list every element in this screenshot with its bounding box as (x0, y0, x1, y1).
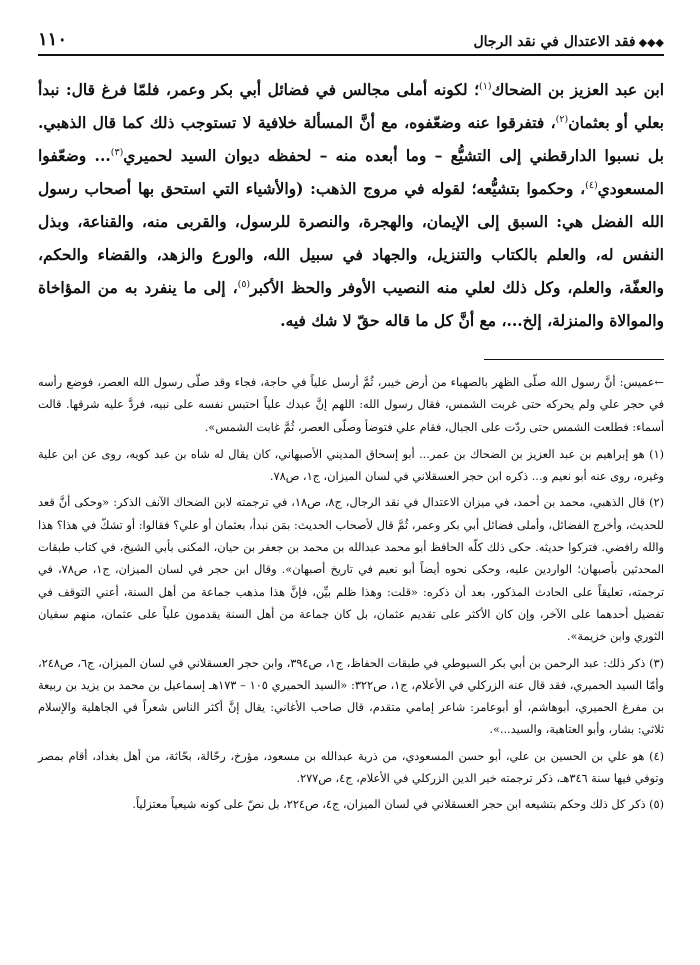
page-header (38, 28, 664, 56)
text-segment: ؛ لكونه أملى مجالس في فضائل أبي بكر وعمر، فلمّا فرغ قال: نبدأ بعلي أو بعثمان (38, 80, 664, 132)
page-number: ١١٠ (38, 29, 68, 50)
text-segment: ، فتفرقوا عنه وضعّفوه، مع أنَّ المسألة خلافية لا تستوجب ذلك كما قال الذهبي. بل نسبوا الدارقطني إلى التشيُّع – وما أبعده منه – لحفظه ديوان السيد لحميري (38, 113, 664, 165)
footnote-separator (484, 359, 664, 360)
running-title (473, 34, 664, 50)
footnote-1 (38, 444, 664, 489)
footnote-number: (٤) (649, 749, 664, 763)
text-segment: ، وحكموا بتشيُّعه؛ لقوله في مروج الذهب: (والأشياء التي استحق بها أصحاب رسول الله الفضل هي: السبق إلى الإيمان، والهجرة، والنصرة للرسول، والقربى منه، والقناعة، وبذل النفس له، والعلم بالكتاب والتنزيل، والجهاد في سبيل الله، والورع والزهد، والقضاء والحكم، والعفّة، والعلم، وكل ذلك لعلي منه النصيب الأوفر والحظ الأكبر (38, 179, 664, 297)
footnote-marker-4[interactable]: (٤) (585, 179, 598, 191)
footnotes (38, 372, 664, 817)
continued-footnote: ←عميس: أنَّ رسول الله صلّى الظهر بالصهباء من أرض خيبر، ثُمَّ أرسل علياً في حاجة، فجاء وقد صلّى رسول الله العصر، فوضع رأسه في حجر علي ولم يحركه حتى غربت الشمس، فقال رسول الله: اللهم إنَّ عبدك علياً احتبس نفسه على نبيه، فردَّ عليه شرقها. قالت أسماء: فطلعت الشمس حتى ردّت على الجبال، فقام علي فتوضأ وصلّى العصر، ثُمَّ غابت الشمس». (38, 376, 664, 434)
text-segment: ابن عبد العزيز بن الضحاك (491, 80, 664, 99)
footnote-text: ذكر كل ذلك وحكم بتشيعه ابن حجر العسقلاني في لسان الميزان، ج٤، ص٢٢٤، بل نصّ على كونه شيعياً معتزلياً. (132, 798, 646, 812)
footnote-marker-1[interactable]: (١) (479, 80, 492, 92)
footnote-text: ذكر ذلك: عبد الرحمن بن أبي بكر السيوطي في طبقات الحفاظ، ج١، ص٣٩٤، وابن حجر العسقلاني في لسان الميزان، ج٦، ص٢٤٨، وأمّا السيد الحميري، فقد قال عنه الزركلي في الأعلام، ج١، ص٣٢٢: «السيد الحميري ١٠٥ – ١٧٣هـ إسماعيل بن محمد بن يزيد بن ربيعة بن مفرغ الحميري، أبوهاشم، أو أبوعامر: شاعر إمامي متقدم، قال صاحب الأغاني: يقال إنَّ أكثر الناس شعراً في الجاهلية والإسلام ثلاثي: بشار، وأبو العتاهية، والسيد...». (38, 656, 664, 737)
running-title-text: فقد الاعتدال في نقد الرجال (473, 34, 636, 50)
footnote-number: (٣) (649, 656, 664, 670)
footnote-number: (٢) (649, 496, 664, 510)
footnote-number: (١) (649, 447, 664, 461)
footnote-text: هو إبراهيم بن عبد العزيز بن الضحاك بن عمر... أبو إسحاق المديني الأصبهاني، كان يقال له شاه بن عبد كويه، روى عن ابن علية وغيره، روى عنه أبو نعيم و... ذكره ابن حجر العسقلاني في لسان الميزان، ج١، ص٧٨. (38, 447, 664, 484)
footnote-number: (٥) (649, 798, 664, 812)
footnote-marker-5[interactable]: (٥) (237, 278, 251, 290)
footnote-2 (38, 492, 664, 648)
main-paragraph (38, 73, 664, 337)
main-text (38, 73, 664, 337)
text-segment: ... وضعّفوا المسعودي (38, 146, 664, 198)
text-segment: ، إلى ما ينفرد به من المؤاخاة والموالاة والمنزلة، إلخ...، مع أنَّ كل ما قاله حقّ لا شك فيه. (38, 278, 664, 330)
footnote-text: هو علي بن الحسين بن علي، أبو حسن المسعودي، من ذرية عبدالله بن مسعود، مؤرخ، رحّالة، بحّاثة، من أهل بغداد، أقام بمصر وتوفي فيها سنة ٣٤٦هـ، ذكر ترجمته خير الدين الزركلي في الأعلام، ج٤، ص٢٧٧. (38, 749, 664, 786)
ornament-diamonds: ◆◆◆ (638, 36, 664, 49)
footnote-marker-2[interactable]: (٢) (555, 113, 569, 125)
footnote-4 (38, 746, 664, 791)
footnote-text: قال الذهبي، محمد بن أحمد، في ميزان الاعتدال في نقد الرجال، ج٨، ص١٨، في ترجمته لابن الضحاك الآنف الذكر: «وحكى أنَّ قعد للحديث، وأخرج الفضائل، وأملى فضائل أبي بكر وعمر، ثُمَّ قال لأصحاب الحديث: بمَن نبدأ، بعثمان أو علي؟ فقالوا: أو تشكّ في هذا؟ هذا والله رافضي. فتركوا حديثه. حكى ذلك كلّه الحافظ أبو محمد عبدالله بن محمد بن جعفر بن حيان، المكنى بأبي الشيخ، في كتاب طبقات المحدثين بأصبهان؛ الواردين عليه، وحكى نحوه أيضاً أبو نعيم في تاريخ أصبهان». وقال ابن حجر في لسان الميزان، ج١، ص٧٨، في ترجمته، تعليقاً على الحادث المذكور، بعد أن ذكره: «قلت: وهذا ظلم بيِّن، فإنَّ هذا مذهب جماعة من أهل السنة، أعني التوقف في تفضيل أحدهما على الآخر، وإن كان الأكثر على تقديم عثمان، بل كان جماعة من أهل السنة يقدمون علياً على عثمان، منهم سفيان الثوري وابن خزيمة». (38, 496, 664, 644)
footnote-3 (38, 653, 664, 742)
footnote-5 (38, 794, 664, 816)
footnote-marker-3[interactable]: (٣) (110, 146, 124, 158)
book-page (38, 28, 664, 821)
